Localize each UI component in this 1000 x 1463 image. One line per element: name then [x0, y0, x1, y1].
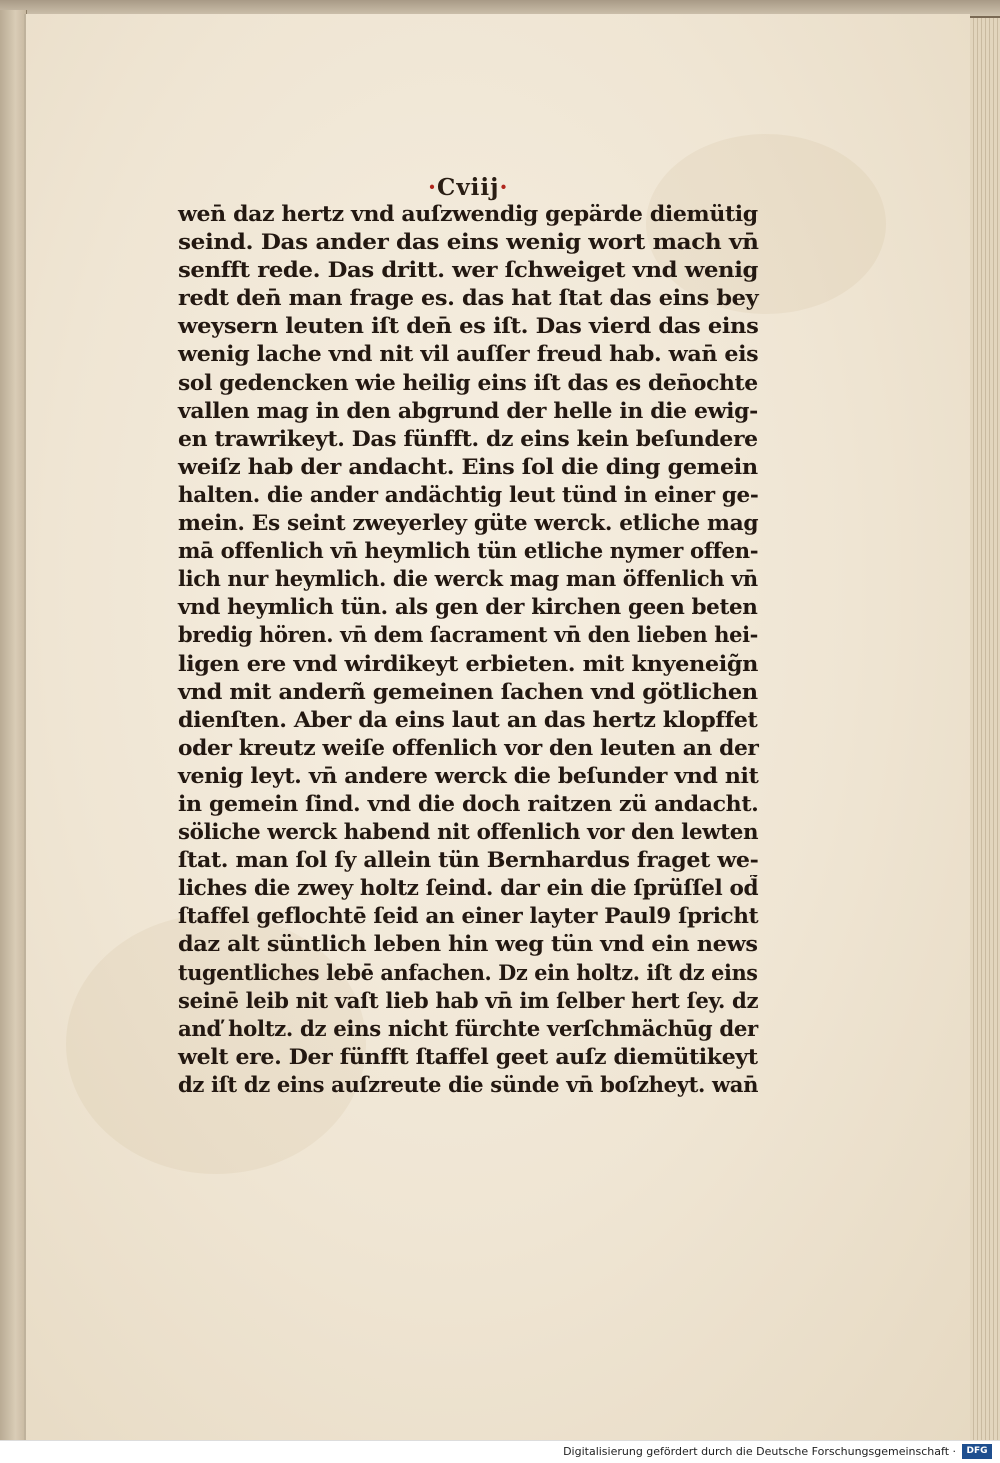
text-line: wenig lache vnd nit vil auſſer freud hab. wan̄ eis	[178, 341, 759, 367]
text-line: liches die zwey holtz ſeind. dar ein die ſprüſſel od̃	[178, 875, 759, 901]
left-page-edge	[0, 10, 27, 1440]
text-line: venig leyt. vn̄ andere werck die beſunder vnd nit	[178, 762, 759, 788]
text-line: vnd mit anderñ gemeinen ſachen vnd götlichen	[178, 678, 758, 704]
text-line: vallen mag in den abgrund der helle in die ewig-	[178, 397, 758, 423]
text-line: dz iſt dz eins auſzreute die sünde vn̄ boſzheyt. wan̄	[178, 1071, 759, 1097]
text-line: lich nur heymlich. die werck mag man öffenlich vn̄	[178, 566, 758, 592]
text-line: redt den̄ man frage es. das hat ſtat das eins bey	[178, 285, 759, 311]
text-line: ligen ere vnd wirdikeyt erbieten. mit knyeneig̃n	[178, 650, 759, 676]
text-line: in gemein ſind. vnd die doch raitzen zü andacht.	[178, 790, 759, 816]
text-line: dienſten. Aber da eins laut an das hertz klopffet	[178, 706, 758, 732]
folio-number: ·Cviij·	[428, 174, 509, 201]
text-line: tugentliches lebē anfachen. Dz ein holtz. iſt dz eins	[178, 959, 758, 985]
text-line: vnd heymlich tün. als gen der kirchen geen beten	[178, 594, 758, 620]
text-line: senfft rede. Das dritt. wer ſchweiget vnd wenig	[178, 257, 759, 283]
text-line: sol gedencken wie heilig eins iſt das es den̄ochte	[178, 369, 758, 395]
text-line: en trawrikeyt. Das fünfft. dz eins kein beſundere	[178, 425, 758, 451]
text-line: daz alt süntlich leben hin weg tün vnd ein news	[178, 931, 758, 957]
text-line: halten. die ander andächtig leut tünd in einer ge-	[178, 481, 759, 507]
text-line: seinē leib nit vaſt lieb hab vn̄ im ſelber hert ſey. dz	[178, 987, 759, 1013]
funding-credit: Digitalisierung gefördert durch die Deutsche Forschungsgemeinschaft ·	[563, 1445, 956, 1458]
text-line: mā offenlich vn̄ heymlich tün etliche nymer offen-	[178, 538, 759, 564]
text-line: wen̄ daz hertz vnd auſzwendig gepärde diemütig	[178, 201, 758, 226]
footer-bar	[0, 1440, 1000, 1463]
text-line: mein. Es seint zweyerley güte werck. etliche mag	[178, 510, 759, 536]
dfg-logo: DFG	[962, 1444, 992, 1459]
text-line: seind. Das ander das eins wenig wort mach vn̄	[178, 229, 759, 255]
text-line: welt ere. Der fünfft ſtaffel geet auſz diemütikeyt	[178, 1043, 758, 1069]
text-line: bredig hören. vn̄ dem ſacrament vn̄ den lieben hei-	[178, 622, 759, 648]
text-line: weiſz hab der andacht. Eins ſol die ding gemein	[178, 453, 758, 479]
text-line: weysern leuten iſt den̄ es iſt. Das vierd das eins	[178, 313, 759, 339]
text-line: söliche werck habend nit offenlich vor den lewten	[178, 819, 759, 845]
text-line: ſtaffel geflochtē ſeid an einer layter Paul9 ſpricht	[178, 903, 759, 929]
text-block	[178, 200, 768, 1099]
text-line: ſtat. man ſol ſy allein tün Bernhardus fraget we-	[178, 847, 759, 873]
text-line: oder kreutz weiſe offenlich vor den leuten an der	[178, 734, 759, 760]
text-line: anď holtz. dz eins nicht fürchte verſchmächūg der	[178, 1015, 758, 1041]
